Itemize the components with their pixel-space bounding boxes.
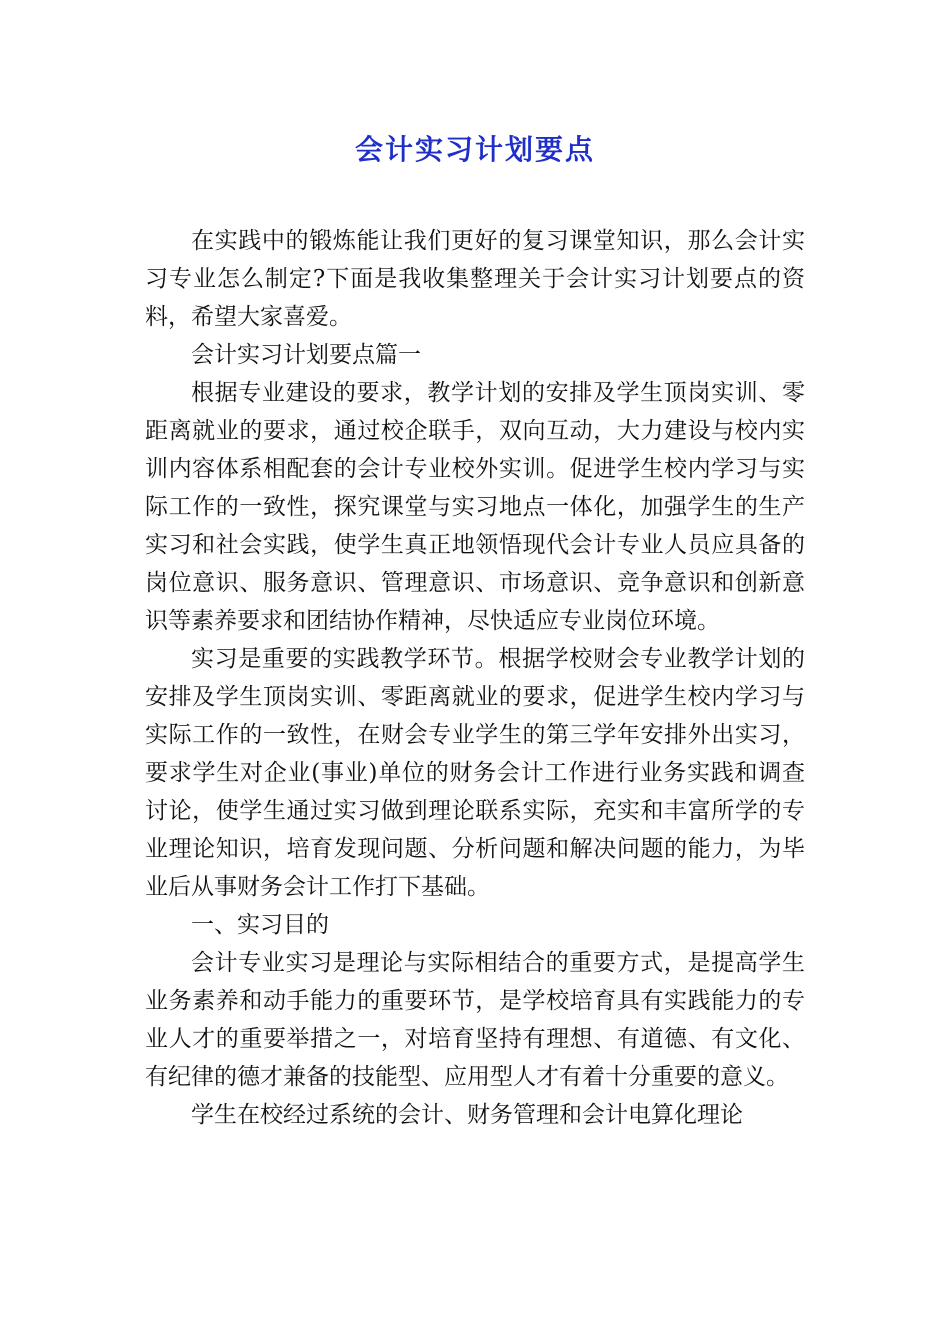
paragraph-internship-importance: 实习是重要的实践教学环节。根据学校财会专业教学计划的安排及学生顶岗实训、零距离就业的要求，促进学生校内学习与实际工作的一致性，在财会专业学生的第三学年安排外出实习，要求学生对企业(事业)单位的财务会计工作进行业务实践和调查讨论，使学生通过实习做到理论联系实际，充实和丰富所学的专业理论知识，培育发现问题、分析问题和解决问题的能力，为毕业后从事财务会计工作打下基础。 — [145, 646, 805, 900]
section-heading-part-one: 会计实习计划要点篇一 — [191, 342, 421, 368]
paragraph-study-background: 学生在校经过系统的会计、财务管理和会计电算化理论 — [191, 1102, 743, 1128]
paragraph-intro: 在实践中的锻炼能让我们更好的复习课堂知识，那么会计实习专业怎么制定?下面是我收集整理关于会计实习计划要点的资料，希望大家喜爱。 — [145, 228, 805, 330]
paragraph-construction: 根据专业建设的要求，教学计划的安排及学生顶岗实训、零距离就业的要求，通过校企联手，双向互动，大力建设与校内实训内容体系相配套的会计专业校外实训。促进学生校内学习与实际工作的一致性，探究课堂与实习地点一体化，加强学生的生产实习和社会实践，使学生真正地领悟现代会计专业人员应具备的岗位意识、服务意识、管理意识、市场意识、竞争意识和创新意识等素养要求和团结协作精神，尽快适应专业岗位环境。 — [145, 380, 805, 634]
section-heading-purpose: 一、实习目的 — [191, 912, 329, 938]
document-body — [145, 222, 805, 1134]
paragraph-purpose: 会计专业实习是理论与实际相结合的重要方式，是提高学生业务素养和动手能力的重要环节，是学校培育具有实践能力的专业人才的重要举措之一，对培育坚持有理想、有道德、有文化、有纪律的德才兼备的技能型、应用型人才有着十分重要的意义。 — [145, 950, 805, 1090]
document-title: 会计实习计划要点 — [354, 133, 595, 166]
